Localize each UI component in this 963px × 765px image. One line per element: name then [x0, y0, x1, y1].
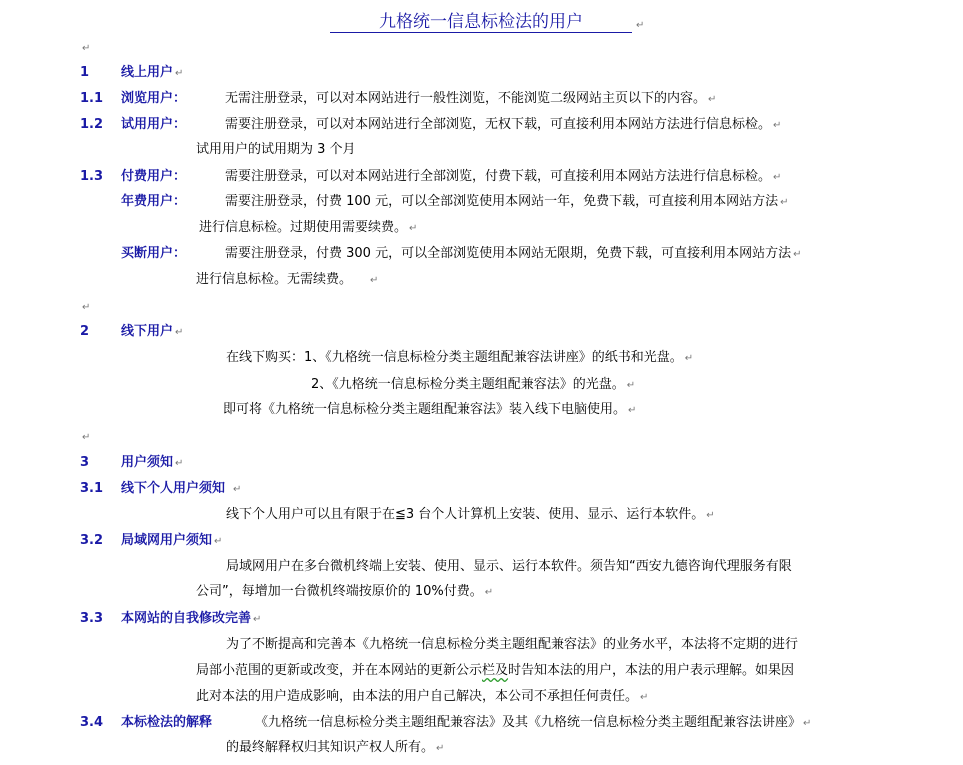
paragraph-mark-icon: ↵ — [175, 68, 184, 79]
item-3-2-text: 局域网用户在多台微机终端上安装、使用、显示、运行本软件。须告知“西安九德咨询代理服务有限 — [226, 559, 792, 574]
paragraph-mark-icon: ↵ — [636, 20, 645, 31]
paragraph-mark-icon: ↵ — [626, 380, 636, 391]
paragraph-mark-icon: ↵ — [803, 718, 812, 729]
paragraph-mark-icon: ↵ — [628, 405, 637, 416]
offline-purchase-line: 2、《九格统一信息标检分类主题组配兼容法》的光盘。 ↵ — [311, 377, 636, 392]
buyout-user — [121, 246, 951, 262]
item-number: 1.1 — [80, 91, 104, 106]
buyout-user-continuation: 进行信息标检。无需续费。 ↵ — [196, 272, 379, 287]
section-2-heading — [80, 324, 184, 340]
document-title: 九格统一信息标检法的用户 ↵ — [330, 12, 632, 33]
paragraph-mark-icon: ↵ — [436, 743, 445, 754]
paragraph-mark-icon: ↵ — [409, 223, 418, 234]
item-label: 试用用户： — [121, 117, 187, 132]
yearly-user-continuation: 进行信息标检。过期使用需要续费。 ↵ — [199, 220, 418, 235]
item-text: 需要注册登录，付费 300 元，可以全部浏览使用本网站无限期，免费下载，可直接利用本网站方法 ↵ — [225, 246, 802, 261]
section-number: 3 — [80, 455, 90, 470]
item-title: 局域网用户须知 ↵ — [121, 533, 223, 548]
section-number: 2 — [80, 324, 90, 339]
item-label: 年费用户： — [121, 194, 187, 209]
item-number: 3.4 — [80, 715, 104, 730]
paragraph-mark-icon: ↵ — [214, 536, 223, 547]
item-label: 浏览用户： — [121, 91, 187, 106]
paragraph-mark-icon: ↵ — [253, 614, 262, 625]
section-3-heading — [80, 455, 184, 471]
item-title: 本网站的自我修改完善 ↵ — [121, 611, 262, 626]
item-label: 付费用户： — [121, 169, 187, 184]
section-title: 线下用户 ↵ — [121, 324, 184, 339]
item-number: 3.3 — [80, 611, 104, 626]
item-number: 3.1 — [80, 481, 104, 496]
section-title: 线上用户 ↵ — [121, 65, 184, 80]
grammar-underline: 栏及 — [482, 663, 509, 678]
item-text: 《九格统一信息标检分类主题组配兼容法》及其《九格统一信息标检分类主题组配兼容法讲座》 ↵ — [255, 715, 812, 730]
paragraph-mark-icon: ↵ — [175, 327, 184, 338]
item-label: 买断用户： — [121, 246, 187, 261]
item-title: 线下个人用户须知 ↵ — [121, 481, 242, 496]
empty-paragraph — [80, 429, 90, 446]
item-3-4 — [80, 715, 960, 731]
paragraph-mark-icon: ↵ — [370, 275, 379, 286]
item-number: 1.3 — [80, 169, 104, 184]
paragraph-mark-icon: ↵ — [793, 249, 802, 260]
paragraph-mark-icon: ↵ — [82, 302, 91, 313]
paragraph-mark-icon: ↵ — [233, 484, 242, 495]
item-3-2-heading — [80, 533, 223, 549]
section-title: 用户须知 ↵ — [121, 455, 184, 470]
paragraph-mark-icon: ↵ — [773, 172, 782, 183]
section-number: 1 — [80, 65, 90, 80]
item-number: 3.2 — [80, 533, 104, 548]
yearly-user — [121, 194, 951, 210]
paragraph-mark-icon: ↵ — [484, 587, 494, 598]
item-3-3-text: 为了不断提高和完善本《九格统一信息标检分类主题组配兼容法》的业务水平，本法将不定期的进行 — [226, 637, 799, 652]
item-1-2-continuation: 试用用户的试用期为 3 个月 — [196, 142, 356, 157]
paragraph-mark-icon: ↵ — [773, 120, 782, 131]
paragraph-mark-icon: ↵ — [175, 458, 184, 469]
paragraph-mark-icon: ↵ — [684, 353, 694, 364]
item-3-1-text: 线下个人用户可以且有限于在≦3 台个人计算机上安装、使用、显示、运行本软件。 ↵ — [226, 507, 715, 522]
empty-paragraph — [80, 40, 90, 57]
paragraph-mark-icon: ↵ — [706, 510, 715, 521]
paragraph-mark-icon: ↵ — [780, 197, 789, 208]
item-number: 1.2 — [80, 117, 104, 132]
item-title: 本标检法的解释 — [121, 715, 213, 730]
paragraph-mark-icon: ↵ — [82, 432, 91, 443]
item-3-3-text: 此对本法的用户造成影响，由本法的用户自己解决，本公司不承担任何责任。 ↵ — [196, 689, 649, 704]
item-1-1 — [80, 91, 960, 107]
paragraph-mark-icon: ↵ — [82, 43, 91, 54]
item-3-4-continuation: 的最终解释权归其知识产权人所有。 ↵ — [226, 740, 445, 755]
item-1-2 — [80, 117, 960, 133]
item-3-1-heading — [80, 481, 242, 497]
paragraph-mark-icon: ↵ — [640, 692, 649, 703]
item-3-3-text: 局部小范围的更新或改变，并在本网站的更新公示栏及时告知本法的用户，本法的用户表示理解。如果因 — [196, 663, 795, 678]
item-1-3 — [80, 169, 960, 185]
item-text: 无需注册登录，可以对本网站进行一般性浏览，不能浏览二级网站主页以下的内容。 ↵ — [225, 91, 717, 106]
item-text: 需要注册登录，可以对本网站进行全部浏览，无权下载，可直接利用本网站方法进行信息标检。 ↵ — [225, 117, 782, 132]
paragraph-mark-icon: ↵ — [708, 94, 717, 105]
item-3-2-text: 公司”，每增加一台微机终端按原价的 10%付费。 ↵ — [196, 584, 494, 599]
item-text: 需要注册登录，可以对本网站进行全部浏览，付费下载，可直接利用本网站方法进行信息标检。 ↵ — [225, 169, 782, 184]
empty-paragraph — [80, 299, 90, 316]
item-text: 需要注册登录，付费 100 元，可以全部浏览使用本网站一年，免费下载，可直接利用本网站方法 ↵ — [225, 194, 789, 209]
offline-install-line: 即可将《九格统一信息标检分类主题组配兼容法》装入线下电脑使用。 ↵ — [223, 402, 637, 417]
item-3-3-heading — [80, 611, 262, 627]
offline-purchase-line: 在线下购买：1、《九格统一信息标检分类主题组配兼容法讲座》的纸书和光盘。 ↵ — [226, 350, 694, 365]
section-1-heading — [80, 65, 184, 81]
